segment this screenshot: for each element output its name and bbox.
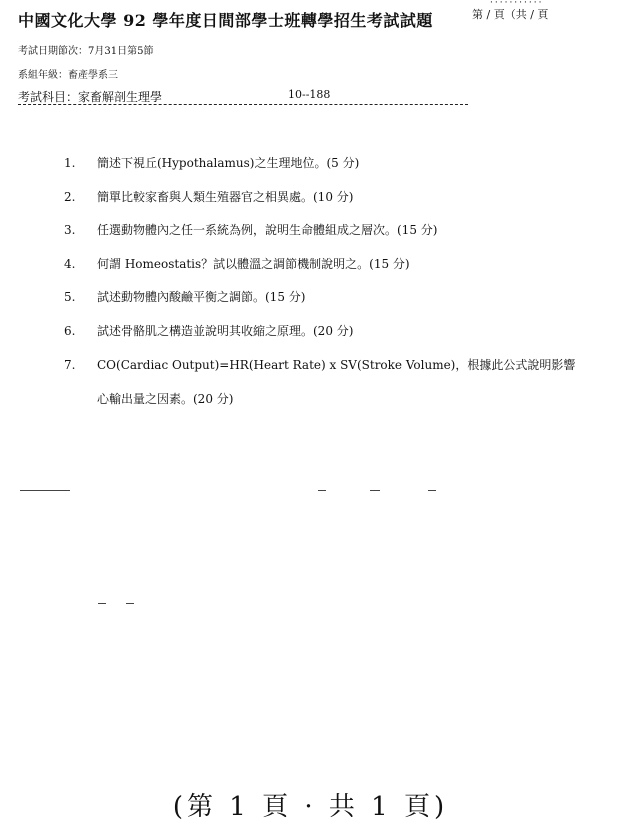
- question-number: 3.: [64, 223, 76, 237]
- page-footer: (第 1 頁 · 共 1 頁): [172, 792, 449, 822]
- question-text: 任選動物體內之任一系統為例，說明生命體組成之層次。(15 分): [97, 223, 438, 237]
- question-text: 簡單比較家畜與人類生殖器官之相異處。(10 分): [97, 190, 354, 204]
- scan-speck: [126, 603, 134, 604]
- scan-speck: [370, 490, 380, 491]
- question-number: 2.: [64, 190, 76, 204]
- question-7-continuation: 心輸出量之因素。(20 分): [97, 392, 234, 406]
- question-7: [64, 356, 575, 373]
- question-number: 1.: [64, 156, 76, 170]
- scan-speck: [318, 490, 326, 491]
- question-number: 7.: [64, 358, 76, 372]
- department: 系組年級：畜產學系三: [18, 70, 118, 81]
- page-indicator: [472, 0, 549, 22]
- header-divider: [18, 104, 468, 105]
- dotted-line: ···········: [490, 0, 544, 8]
- question-number: 6.: [64, 324, 76, 338]
- exam-subject: 考試科目：家畜解剖生理學: [18, 90, 163, 104]
- question-6: [64, 322, 353, 339]
- question-5: [64, 288, 305, 305]
- question-text: 試述動物體內酸鹼平衡之調節。(15 分): [97, 290, 306, 304]
- subject-code: 10--188: [288, 88, 331, 101]
- question-text: CO(Cardiac Output)=HR(Heart Rate) x SV(Stroke Volume)，根據此公式說明影響: [97, 358, 576, 372]
- page-indicator-text: 第 / 頁（共 / 頁: [472, 8, 549, 21]
- question-text: 簡述下視丘(Hypothalamus)之生理地位。(5 分): [97, 156, 360, 170]
- question-number: 4.: [64, 257, 76, 271]
- question-text: 試述骨骼肌之構造並說明其收縮之原理。(20 分): [97, 324, 354, 338]
- question-2: [64, 188, 353, 205]
- scan-speck: [428, 490, 436, 491]
- question-text: 何謂 Homeostatis？試以體溫之調節機制說明之。(15 分): [97, 257, 410, 271]
- question-1: [64, 154, 359, 171]
- question-4: [64, 255, 410, 272]
- exam-date: 考試日期節次：7月31日第5節: [18, 46, 154, 57]
- question-number: 5.: [64, 290, 76, 304]
- exam-title: 中國文化大學 92 學年度日間部學士班轉學招生考試試題: [18, 11, 433, 30]
- question-3: [64, 221, 437, 238]
- scan-speck: [20, 490, 70, 491]
- scan-speck: [98, 603, 106, 604]
